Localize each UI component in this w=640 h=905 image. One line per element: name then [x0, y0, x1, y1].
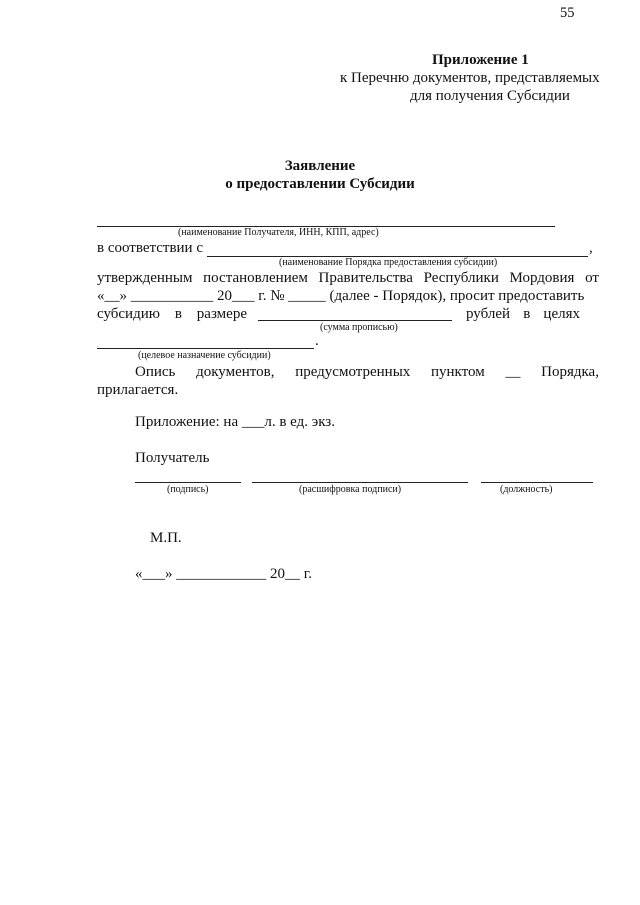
word: субсидию: [97, 306, 160, 322]
inventory-line: [135, 364, 599, 381]
purpose-dot: .: [315, 333, 319, 349]
signature-decoding-line: [252, 482, 468, 483]
caption-signature-decoding: (расшифровка подписи): [299, 484, 402, 495]
appendix-line-2: для получения Субсидии: [410, 88, 570, 104]
in-accordance-text: в соответствии с: [97, 240, 203, 256]
subsidy-words: [97, 306, 247, 323]
caption-procedure: (наименование Порядка предоставления субсидии): [279, 257, 498, 268]
comma: ,: [589, 240, 593, 256]
position-line: [481, 482, 593, 483]
word: целях: [543, 306, 580, 322]
appendix-pages-line: Приложение: на ___л. в ед. экз.: [135, 414, 335, 430]
rubles-words: [466, 306, 580, 323]
word: Опись: [135, 364, 176, 380]
word: Республики: [423, 270, 499, 286]
attached-text: прилагается.: [97, 382, 179, 398]
word: в: [523, 306, 531, 322]
word: в: [174, 306, 182, 322]
caption-signature: (подпись): [167, 484, 209, 495]
purpose-blank-line: [97, 348, 314, 349]
approved-line: [97, 270, 599, 287]
caption-amount: (сумма прописью): [320, 322, 398, 333]
word: Правительства: [318, 270, 413, 286]
word: предусмотренных: [295, 364, 411, 380]
page-number: 55: [560, 5, 575, 21]
footer-date: «___» ____________ 20__ г.: [135, 566, 312, 582]
word: Мордовия: [509, 270, 575, 286]
word: Порядка,: [541, 364, 599, 380]
caption-recipient: (наименование Получателя, ИНН, КПП, адрес): [178, 227, 379, 238]
word: пунктом: [431, 364, 485, 380]
heading-line-2: о предоставлении Субсидии: [225, 176, 415, 192]
word: утвержденным: [97, 270, 193, 286]
date-number-line: «__» ___________ 20___ г. № _____ (далее - Порядок), просит предоставить: [97, 288, 585, 304]
appendix-title: Приложение 1: [432, 52, 529, 68]
appendix-line-1: к Перечню документов, представляемых: [340, 70, 600, 86]
word: размере: [196, 306, 247, 322]
word: __: [505, 364, 521, 380]
word: постановлением: [203, 270, 308, 286]
word: от: [585, 270, 599, 286]
caption-position: (должность): [500, 484, 553, 495]
word: документов,: [196, 364, 275, 380]
heading-line-1: Заявление: [284, 158, 356, 174]
recipient-label: Получатель: [135, 450, 210, 466]
stamp-label: М.П.: [150, 530, 182, 546]
word: рублей: [466, 306, 511, 322]
signature-line: [135, 482, 241, 483]
amount-blank-line: [258, 320, 452, 321]
caption-purpose: (целевое назначение субсидии): [138, 350, 271, 361]
